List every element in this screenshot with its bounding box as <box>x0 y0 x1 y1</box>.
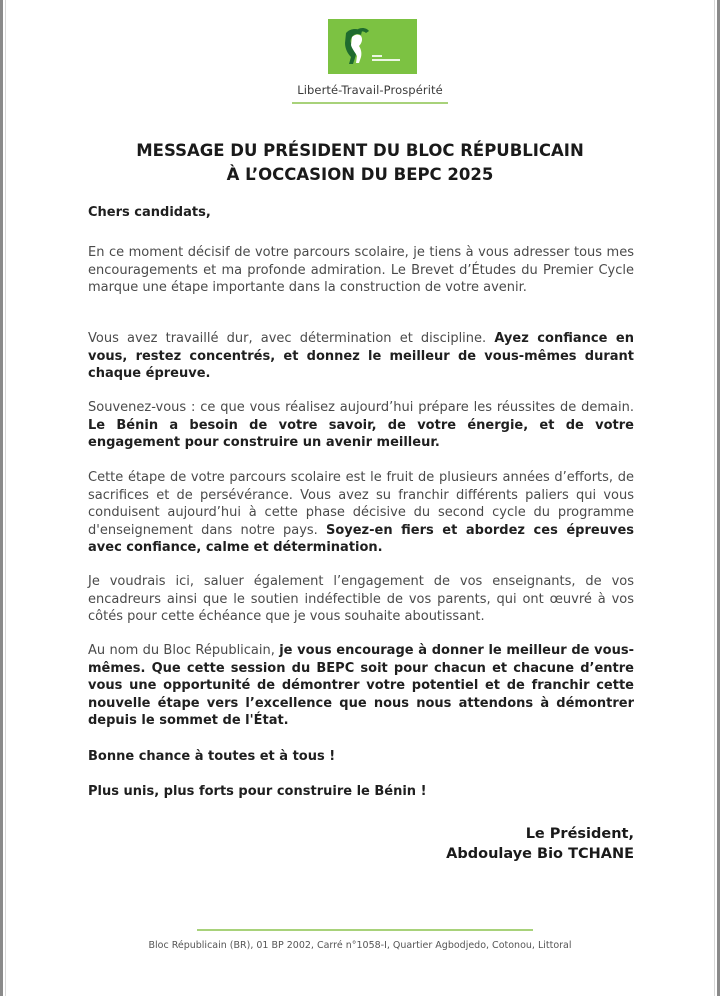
closing-slogan: Plus unis, plus forts pour construire le Bénin ! <box>88 784 427 799</box>
document-title <box>60 139 660 187</box>
paragraph-5-text: Je voudrais ici, saluer également l’engagement de vos enseignants, de vos encadreurs ainsi que le soutien indéfectible de vos parents, qui ont œuvré à vos côtés pour cette échéance que je vous souhaite aboutissant. <box>88 574 634 624</box>
paragraph-6-text: Au nom du Bloc Républicain, <box>88 643 280 658</box>
footer-divider <box>197 929 533 931</box>
party-motto: Liberté-Travail-Prospérité <box>297 83 443 97</box>
signature-name: Abdoulaye Bio TCHANE <box>446 846 634 862</box>
paragraph-5 <box>88 573 634 626</box>
paragraph-4-text: Cette étape de votre parcours scolaire est le fruit de plusieurs années d’efforts, de sacrifices et de persévérance. Vous avez su franchir différents paliers qui vous conduisent aujourd’hui à cette phase décisive du second cycle du programme d'enseignement dans notre pays. <box>88 470 634 538</box>
signature-block <box>446 824 634 864</box>
page-edge-left-inner <box>5 0 6 996</box>
page-edge-left <box>0 0 3 996</box>
motto-divider <box>292 102 448 104</box>
paragraph-3-emphasis: Le Bénin a besoin de votre savoir, de votre énergie, et de votre engagement pour construire un avenir meilleur. <box>88 417 634 450</box>
paragraph-1-text: En ce moment décisif de votre parcours scolaire, je tiens à vous adresser tous mes encouragements et ma profonde admiration. Le Brevet d’Études du Premier Cycle marque une étape importante dans la construction de votre avenir. <box>88 245 634 295</box>
paragraph-4 <box>88 469 634 557</box>
paragraph-1 <box>88 244 634 297</box>
paragraph-4-emphasis: Soyez-en fiers et abordez ces épreuves avec confiance, calme et détermination. <box>88 522 634 555</box>
closing-wish: Bonne chance à toutes et à tous ! <box>88 749 336 764</box>
paragraph-6-emphasis: je vous encourage à donner le meilleur de vous-mêmes. Que cette session du BEPC soit pour chacun et chacune d’entre vous une opportunité de démontrer votre potentiel et de franchir cette nouvelle étape vers l’excellence que nous nous attendons à démontrer depuis le sommet de l'État. <box>88 643 634 728</box>
horse-rider-icon <box>328 19 417 74</box>
title-line-2: À L’OCCASION DU BEPC 2025 <box>226 165 494 184</box>
footer-address: Bloc Républicain (BR), 01 BP 2002, Carré n°1058-I, Quartier Agbodjedo, Cotonou, Littoral <box>148 940 572 951</box>
paragraph-2-text: Vous avez travaillé dur, avec détermination et discipline. <box>88 331 495 346</box>
paragraph-2-emphasis: Ayez confiance en vous, restez concentrés, et donnez le meilleur de vous-mêmes durant chaque épreuve. <box>88 331 634 381</box>
paragraph-3-text: Souvenez-vous : ce que vous réalisez aujourd’hui prépare les réussites de demain. <box>88 400 634 415</box>
page-edge-right-inner <box>714 0 715 996</box>
letter-body <box>88 204 634 799</box>
paragraph-2 <box>88 330 634 383</box>
paragraph-3 <box>88 399 634 452</box>
paragraph-6 <box>88 642 634 730</box>
title-line-1: MESSAGE DU PRÉSIDENT DU BLOC RÉPUBLICAIN <box>136 141 584 160</box>
signature-title: Le Président, <box>525 826 634 842</box>
party-logo <box>328 19 417 74</box>
greeting: Chers candidats, <box>88 205 211 220</box>
